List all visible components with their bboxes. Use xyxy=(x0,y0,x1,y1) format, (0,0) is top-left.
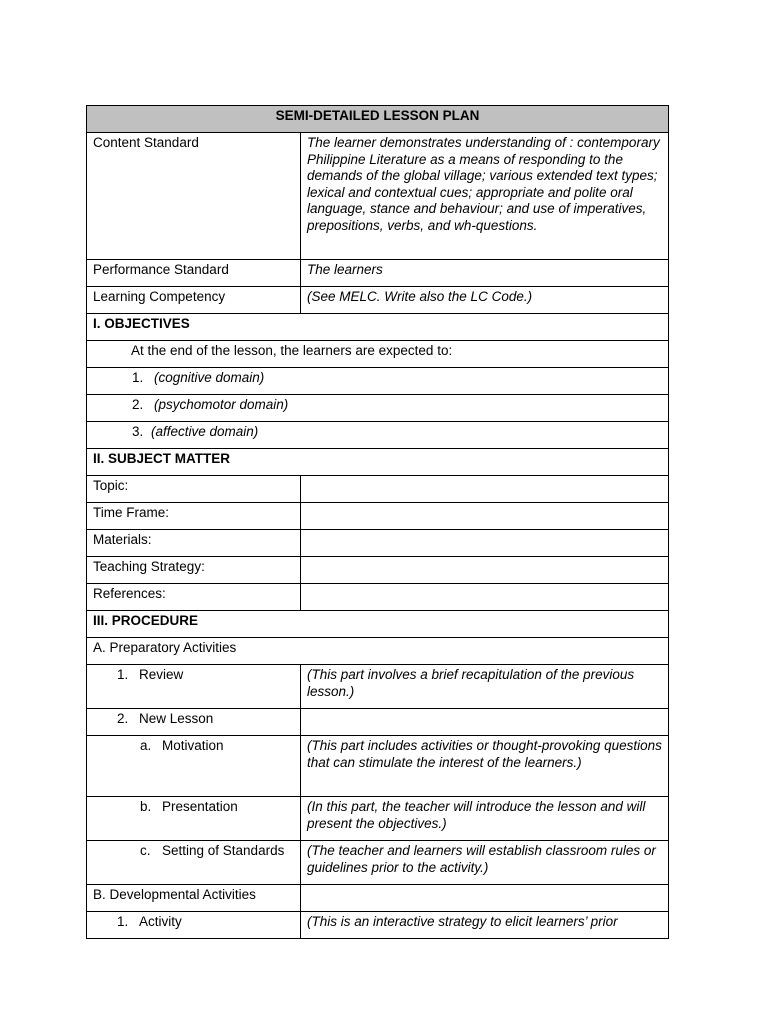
topic-value xyxy=(301,476,669,503)
motivation-label: Motivation xyxy=(162,738,224,753)
time-frame-label: Time Frame: xyxy=(87,503,301,530)
presentation-row xyxy=(87,797,669,841)
content-standard-text: The learner demonstrates understanding of : contemporary Philippine Literature as a means of responding to the demands of the global village; various extended text types; lexical and contextual cues; appropriate and polite oral language, stance and behaviour; and use of imperatives, prepositions, verbs, and wh-questions. xyxy=(301,133,669,260)
subject-matter-heading: II. SUBJECT MATTER xyxy=(87,449,669,476)
performance-standard-label: Performance Standard xyxy=(87,260,301,287)
learning-competency-row xyxy=(87,287,669,314)
objective-number: 3. xyxy=(132,424,144,439)
standards-label: Setting of Standards xyxy=(162,843,285,858)
materials-value xyxy=(301,530,669,557)
review-label: Review xyxy=(139,667,184,682)
lesson-plan-table xyxy=(86,105,669,939)
subject-field-row xyxy=(87,503,669,530)
preparatory-activities-label: A. Preparatory Activities xyxy=(87,638,669,665)
review-row xyxy=(87,665,669,709)
review-text: (This part involves a brief recapitulation of the previous lesson.) xyxy=(301,665,669,709)
developmental-activities-label: B. Developmental Activities xyxy=(87,885,301,912)
standards-row xyxy=(87,841,669,885)
developmental-activities-value xyxy=(301,885,669,912)
content-standard-label: Content Standard xyxy=(87,133,301,260)
developmental-row xyxy=(87,885,669,912)
performance-standard-text: The learners xyxy=(301,260,669,287)
standards-text: (The teacher and learners will establish classroom rules or guidelines prior to the activity.) xyxy=(301,841,669,885)
preparatory-row xyxy=(87,638,669,665)
new-lesson-label: New Lesson xyxy=(139,711,214,726)
references-label: References: xyxy=(87,584,301,611)
teaching-strategy-label: Teaching Strategy: xyxy=(87,557,301,584)
objective-item xyxy=(87,368,669,395)
objectives-heading: I. OBJECTIVES xyxy=(87,314,669,341)
subject-field-row xyxy=(87,530,669,557)
objective-number: 1. xyxy=(132,370,144,385)
learning-competency-label: Learning Competency xyxy=(87,287,301,314)
objective-text: (psychomotor domain) xyxy=(154,397,289,412)
activity-text: (This is an interactive strategy to elicit learners’ prior xyxy=(301,912,669,939)
review-number: 1. xyxy=(117,667,129,682)
time-frame-value xyxy=(301,503,669,530)
activity-row xyxy=(87,912,669,939)
motivation-text: (This part includes activities or thought-provoking questions that can stimulate the interest of the learners.) xyxy=(301,736,669,797)
topic-label: Topic: xyxy=(87,476,301,503)
title-row xyxy=(87,106,669,133)
objectives-intro-row xyxy=(87,341,669,368)
new-lesson-row xyxy=(87,709,669,736)
references-value xyxy=(301,584,669,611)
objectives-heading-row xyxy=(87,314,669,341)
procedure-heading: III. PROCEDURE xyxy=(87,611,669,638)
learning-competency-text: (See MELC. Write also the LC Code.) xyxy=(301,287,669,314)
new-lesson-number: 2. xyxy=(117,711,129,726)
standards-letter: c. xyxy=(140,843,151,858)
teaching-strategy-value xyxy=(301,557,669,584)
objective-item xyxy=(87,395,669,422)
content-standard-row xyxy=(87,133,669,260)
plan-title: SEMI-DETAILED LESSON PLAN xyxy=(87,106,669,133)
motivation-letter: a. xyxy=(140,738,152,753)
materials-label: Materials: xyxy=(87,530,301,557)
procedure-heading-row xyxy=(87,611,669,638)
activity-number: 1. xyxy=(117,914,129,929)
objective-number: 2. xyxy=(132,397,144,412)
subject-field-row xyxy=(87,557,669,584)
presentation-text: (In this part, the teacher will introduce the lesson and will present the objectives.) xyxy=(301,797,669,841)
presentation-letter: b. xyxy=(140,799,152,814)
subject-field-row xyxy=(87,476,669,503)
new-lesson-value xyxy=(301,709,669,736)
performance-standard-row xyxy=(87,260,669,287)
presentation-label: Presentation xyxy=(162,799,238,814)
objective-text: (affective domain) xyxy=(151,424,259,439)
subject-field-row xyxy=(87,584,669,611)
objectives-intro: At the end of the lesson, the learners are expected to: xyxy=(87,341,669,368)
activity-label: Activity xyxy=(139,914,182,929)
motivation-row xyxy=(87,736,669,797)
objective-item xyxy=(87,422,669,449)
objective-text: (cognitive domain) xyxy=(154,370,265,385)
subject-matter-heading-row xyxy=(87,449,669,476)
